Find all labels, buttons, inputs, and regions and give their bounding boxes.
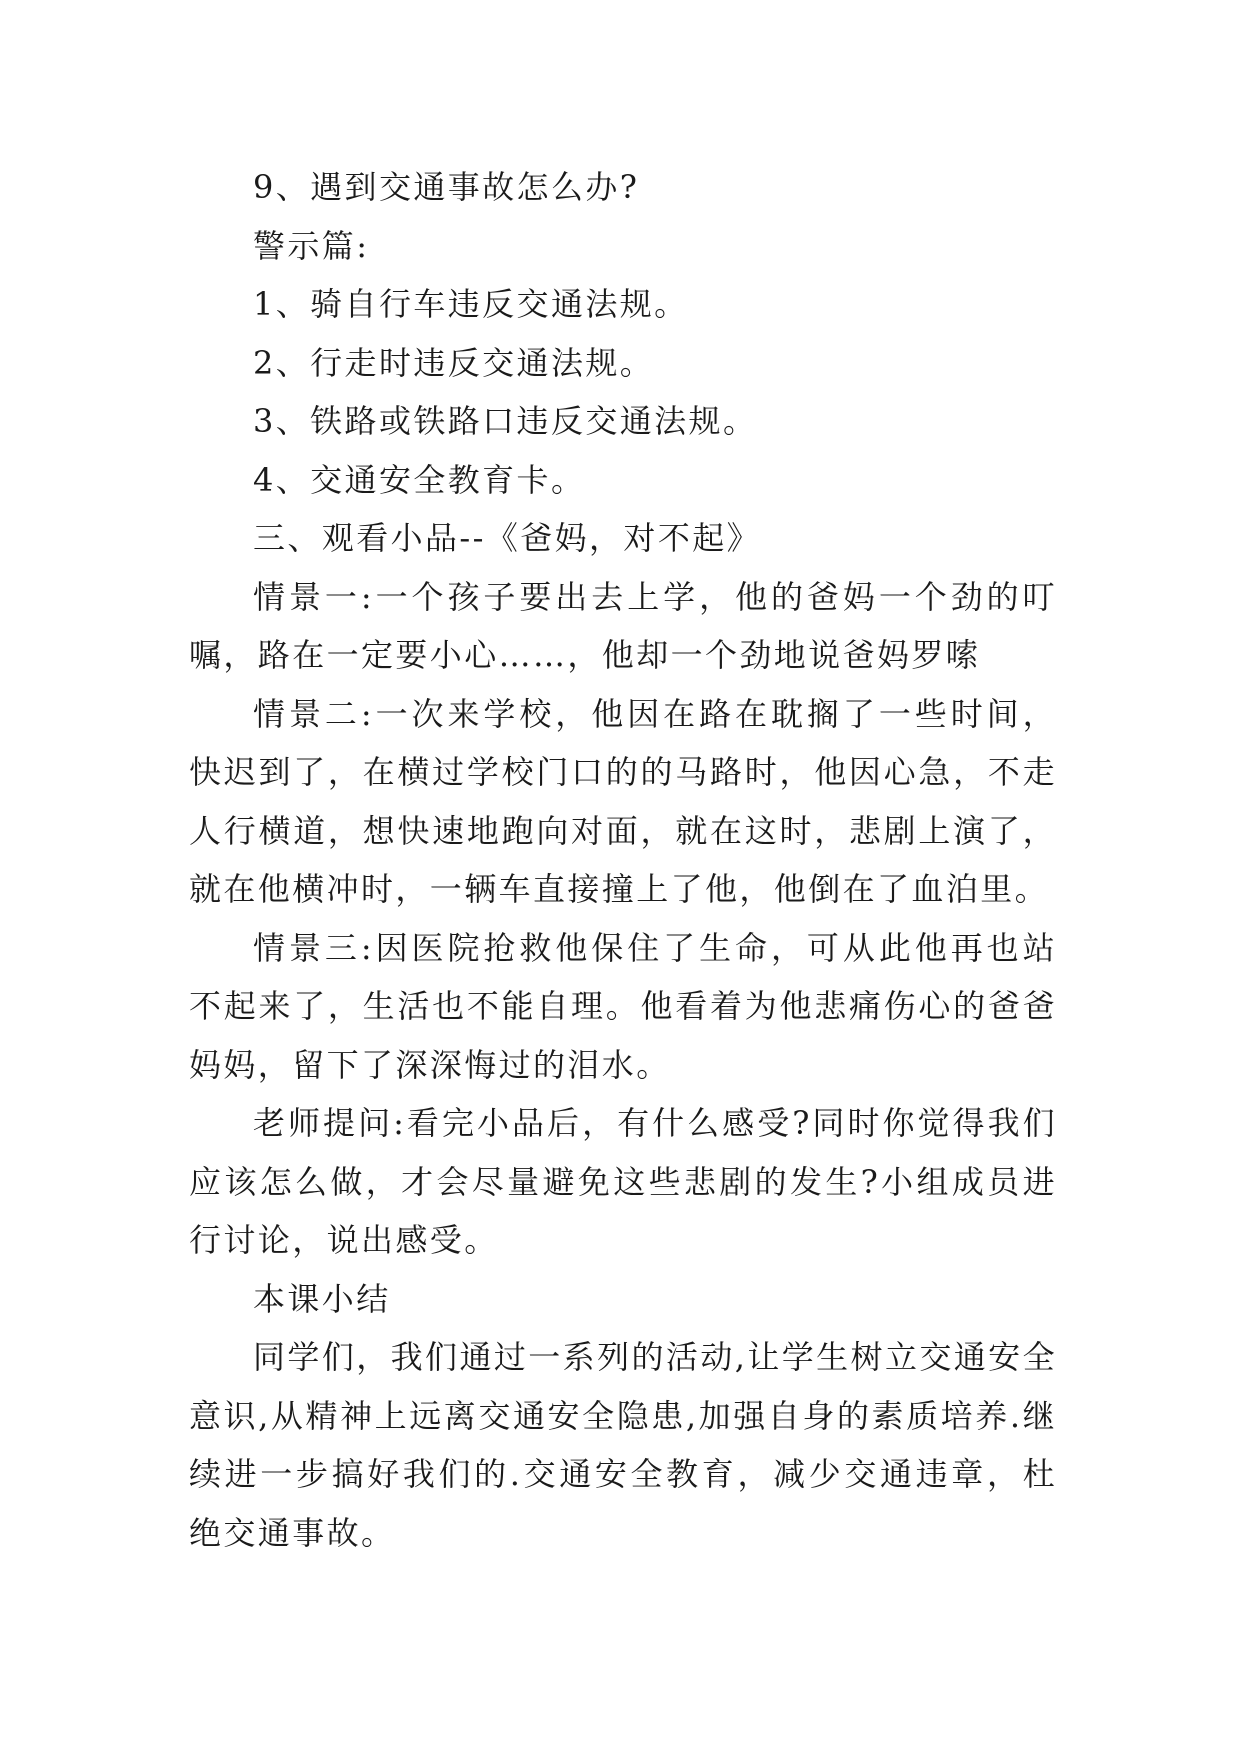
paragraph-scene-one: 情景一:一个孩子要出去上学，他的爸妈一个劲的叮嘱，路在一定要小心……，他却一个劲地说爸妈罗嗦 <box>189 577 1057 674</box>
paragraph-scene-two: 情景二:一次来学校，他因在路在耽搁了一些时间，快迟到了，在横过学校门口的的马路时，他因心急，不走人行横道，想快速地跑向对面，就在这时，悲剧上演了，就在他横冲时，一辆车直接撞上了他，他倒在了血泊里。 <box>189 694 1057 908</box>
paragraph-scene-three: 情景三:因医院抢救他保住了生命，可从此他再也站不起来了，生活也不能自理。他看着为他悲痛伤心的爸爸妈妈，留下了深深悔过的泪水。 <box>189 928 1057 1084</box>
paragraph-summary: 同学们，我们通过一系列的活动,让学生树立交通安全意识,从精神上远离交通安全隐患,加强自身的素质培养.继续进一步搞好我们的.交通安全教育，减少交通违章，杜绝交通事故。 <box>189 1338 1057 1552</box>
list-item-accident-question: 9、遇到交通事故怎么办? <box>253 168 640 206</box>
section-heading-summary: 本课小结 <box>253 1279 391 1318</box>
section-heading-warning: 警示篇: <box>253 226 370 265</box>
section-heading-skit: 三、观看小品--《爸妈，对不起》 <box>253 519 762 557</box>
list-item-bicycle: 1、骑自行车违反交通法规。 <box>253 285 689 323</box>
list-item-safety-card: 4、交通安全教育卡。 <box>253 460 586 499</box>
paragraph-teacher-question: 老师提问:看完小品后，有什么感受?同时你觉得我们应该怎么做，才会尽量避免这些悲剧的发生?小组成员进行讨论，说出感受。 <box>189 1104 1057 1259</box>
list-item-walking: 2、行走时违反交通法规。 <box>253 343 655 382</box>
list-item-railway: 3、铁路或铁路口违反交通法规。 <box>253 402 758 440</box>
document-body <box>189 158 1057 1562</box>
